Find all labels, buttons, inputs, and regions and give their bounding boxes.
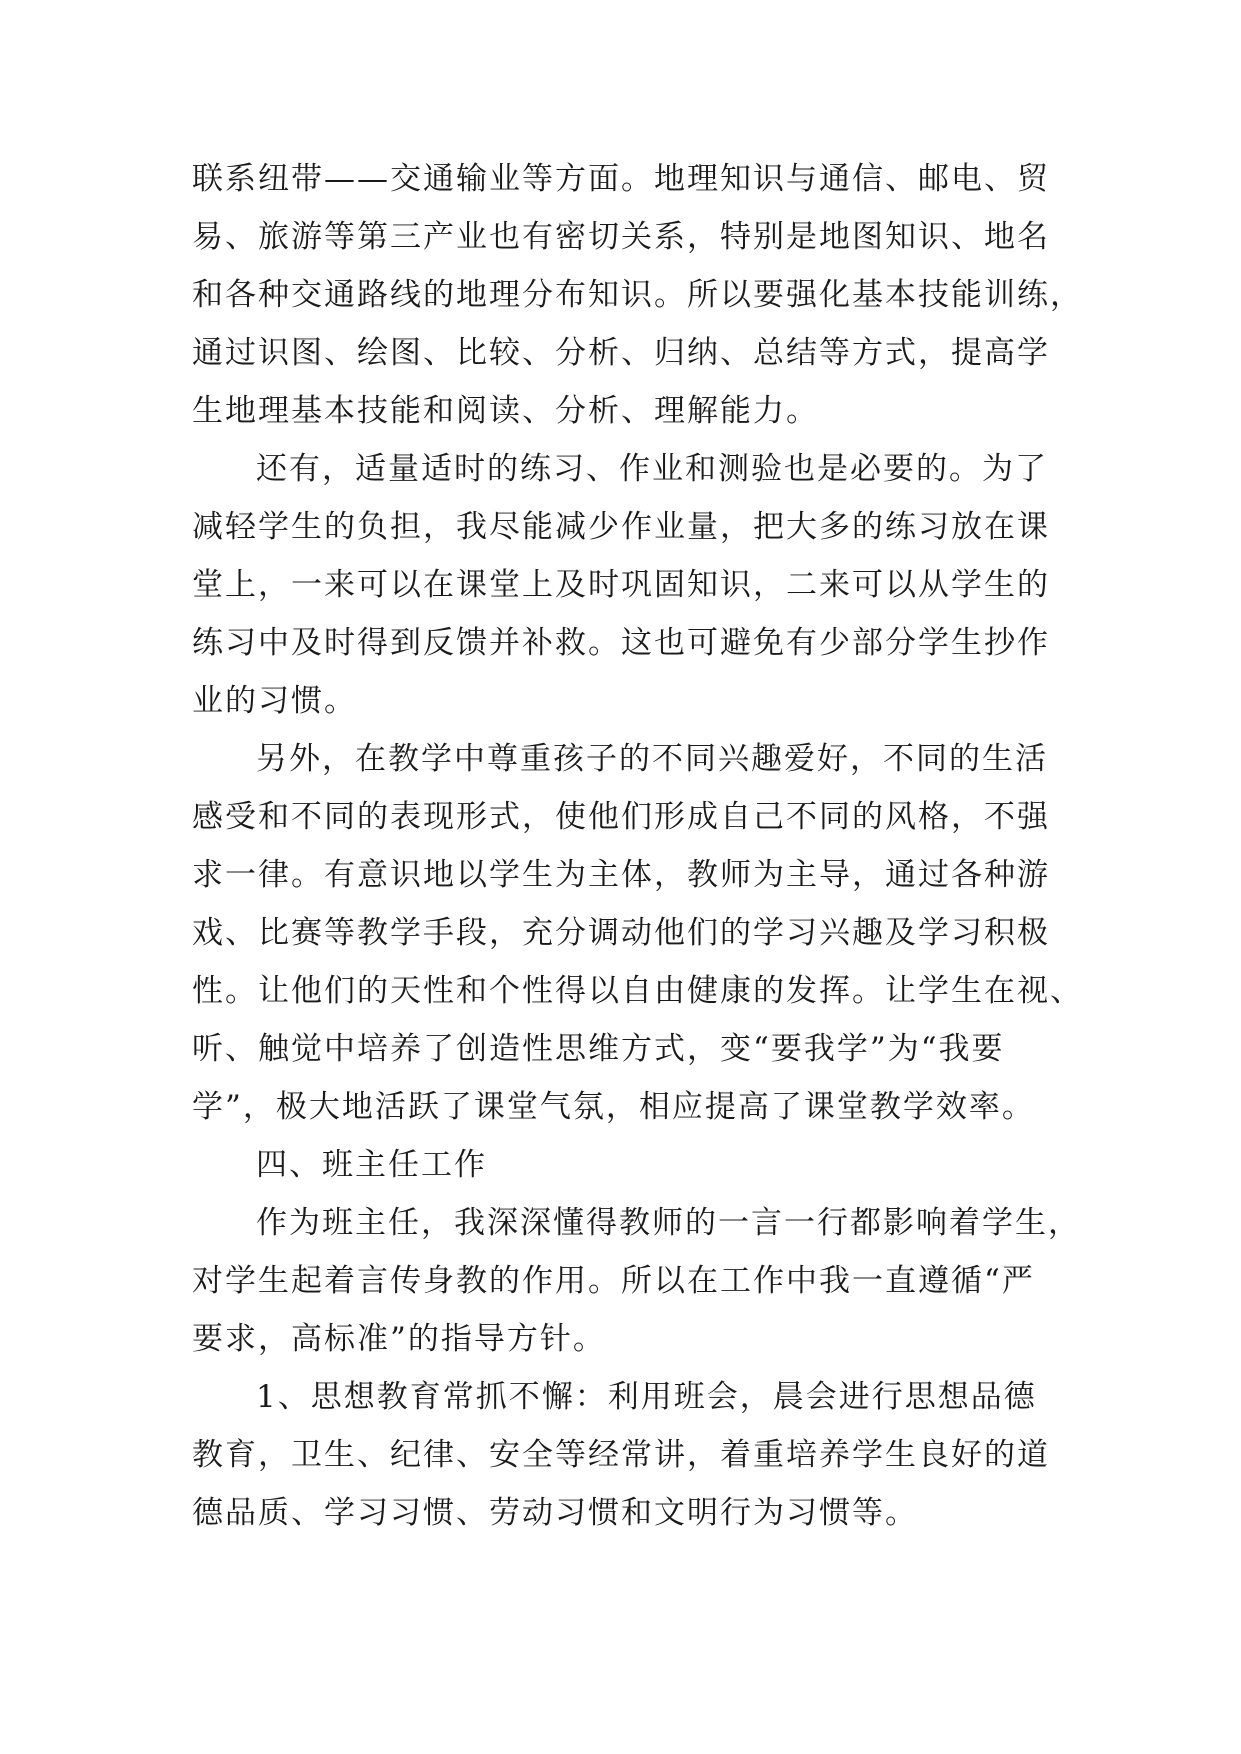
paragraph-first-line: 1、思想教育常抓不懈：利用班会，晨会进行思想品德 <box>256 1379 1037 1415</box>
text-line: 生地理基本技能和阅读、分析、理解能力。 <box>192 393 819 429</box>
text-line: 堂上，一来可以在课堂上及时巩固知识，二来可以从学生的 <box>192 567 1050 603</box>
text-line: 要求，高标准”的指导方针。 <box>192 1321 606 1357</box>
text-line: 对学生起着言传身教的作用。所以在工作中我一直遵循“严 <box>192 1263 1035 1299</box>
text-line: 教育，卫生、纪律、安全等经常讲，着重培养学生良好的道 <box>192 1437 1050 1473</box>
paragraph-first-line: 另外，在教学中尊重孩子的不同兴趣爱好，不同的生活 <box>256 741 1048 777</box>
paragraph-first-line: 作为班主任，我深深懂得教师的一言一行都影响着学生， <box>256 1205 1081 1241</box>
text-line: 联系纽带——交通输业等方面。地理知识与通信、邮电、贸 <box>192 161 1050 197</box>
text-line: 感受和不同的表现形式，使他们形成自己不同的风格，不强 <box>192 799 1050 835</box>
text-line: 求一律。有意识地以学生为主体，教师为主导，通过各种游 <box>192 857 1050 893</box>
text-line: 学”，极大地活跃了课堂气氛，相应提高了课堂教学效率。 <box>192 1089 1035 1125</box>
text-line: 戏、比赛等教学手段，充分调动他们的学习兴趣及学习积极 <box>192 915 1050 951</box>
text-line: 练习中及时得到反馈并补救。这也可避免有少部分学生抄作 <box>192 625 1050 661</box>
text-line: 听、触觉中培养了创造性思维方式，变“要我学”为“我要 <box>192 1031 1005 1067</box>
text-line: 减轻学生的负担，我尽能减少作业量，把大多的练习放在课 <box>192 509 1050 545</box>
text-line: 德品质、学习习惯、劳动习惯和文明行为习惯等。 <box>192 1495 918 1531</box>
paragraph-first-line: 还有，适量适时的练习、作业和测验也是必要的。为了 <box>256 451 1048 487</box>
text-line: 业的习惯。 <box>192 683 357 719</box>
section-heading: 四、班主任工作 <box>256 1147 487 1183</box>
document-body <box>192 150 1092 1542</box>
text-line: 易、旅游等第三产业也有密切关系，特别是地图知识、地名 <box>192 219 1050 255</box>
text-line: 通过识图、绘图、比较、分析、归纳、总结等方式，提高学 <box>192 335 1050 371</box>
text-line: 性。让他们的天性和个性得以自由健康的发挥。让学生在视、 <box>192 973 1083 1009</box>
text-line: 和各种交通路线的地理分布知识。所以要强化基本技能训练， <box>192 277 1083 313</box>
